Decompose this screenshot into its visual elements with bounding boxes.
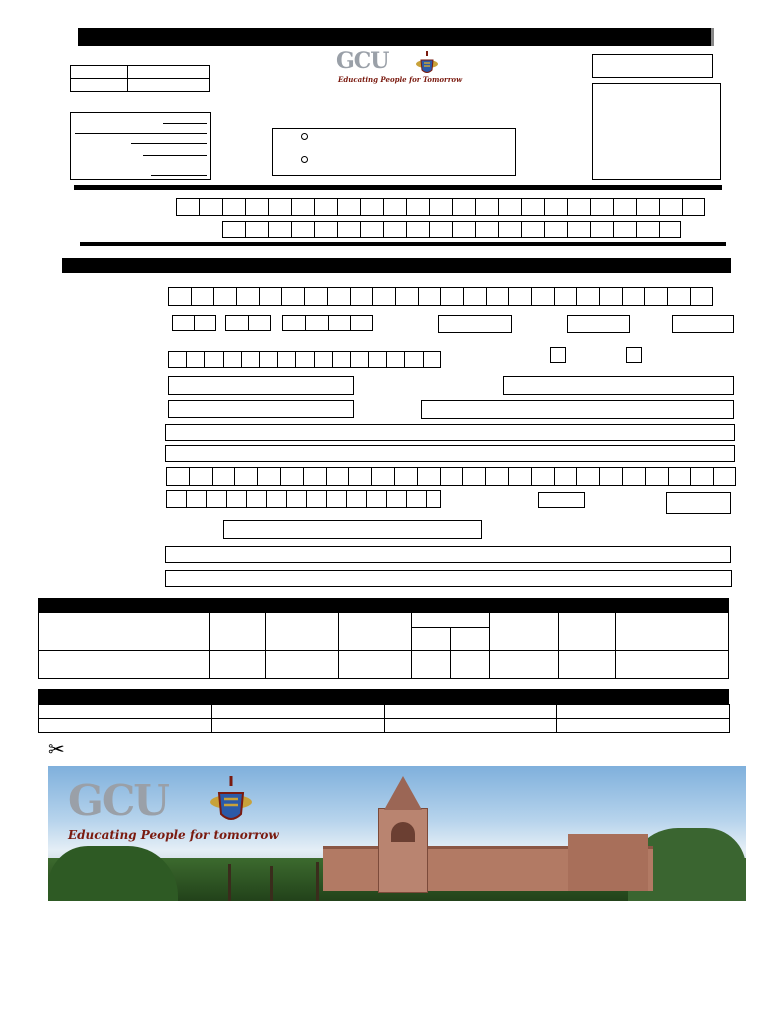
field-email[interactable] — [223, 520, 482, 539]
field-address-1[interactable] — [165, 424, 735, 441]
table-row — [39, 651, 729, 679]
scissors-icon: ✂ — [48, 737, 65, 761]
academic-header-cell — [559, 613, 616, 651]
blood-group-field[interactable] — [672, 315, 734, 333]
header-logo — [334, 48, 463, 88]
academic-record-table — [38, 612, 729, 679]
academic-header-cell — [210, 613, 266, 651]
tower-window — [391, 822, 415, 842]
age-field[interactable] — [438, 315, 512, 333]
field-religion[interactable] — [168, 400, 354, 418]
academic-header-cell — [412, 613, 490, 628]
academic-value-cell[interactable] — [559, 651, 616, 679]
dob-year-cells[interactable] — [282, 315, 373, 331]
name-cells[interactable] — [168, 287, 713, 306]
crest-icon — [208, 774, 254, 826]
option-1-radio[interactable] — [301, 133, 308, 140]
header-logo-text: GCU — [336, 48, 389, 74]
divider-rule-2 — [80, 242, 726, 246]
gender-field[interactable] — [567, 315, 630, 333]
crest-icon — [414, 50, 440, 76]
field-guardian-address-2[interactable] — [165, 570, 732, 587]
section-bar-office — [38, 689, 729, 704]
palm-tree — [270, 866, 273, 901]
field-father-occupation[interactable] — [503, 376, 734, 395]
academic-value-cell[interactable] — [210, 651, 266, 679]
office-use-line-1 — [163, 123, 207, 124]
tower-spire — [384, 776, 422, 810]
form-number-label-cell — [71, 66, 128, 79]
form-number-table — [70, 65, 210, 92]
palm-tree — [316, 862, 319, 901]
academic-header-cell — [339, 613, 412, 651]
cell-row-1[interactable] — [176, 198, 705, 216]
academic-value-cell[interactable] — [39, 651, 210, 679]
clock-tower — [378, 808, 428, 893]
field-guardian-address-1[interactable] — [165, 546, 731, 563]
cnic-cells[interactable] — [168, 351, 441, 368]
office-use-cell — [384, 705, 557, 719]
banner-tagline: Educating People for tomorrow — [68, 828, 279, 842]
office-use-value-cell[interactable] — [39, 719, 212, 733]
banner-logo-text: GCU — [68, 776, 168, 825]
photo-box[interactable] — [592, 83, 721, 180]
office-use-line-3 — [131, 143, 207, 144]
academic-value-cell[interactable] — [339, 651, 412, 679]
academic-header-cell — [451, 628, 490, 651]
academic-header-cell — [266, 613, 339, 651]
office-use-line-4 — [143, 155, 207, 156]
divider-rule-1 — [74, 185, 722, 190]
office-use-box — [70, 112, 211, 180]
cell-row-2[interactable] — [222, 221, 681, 238]
phone-cells[interactable] — [166, 467, 736, 486]
palm-tree — [228, 864, 231, 901]
option-2-radio[interactable] — [301, 156, 308, 163]
office-use-value-cell[interactable] — [211, 719, 384, 733]
checkbox-1[interactable] — [550, 347, 566, 363]
field-domicile[interactable] — [538, 492, 585, 508]
academic-header-cell — [39, 613, 210, 651]
header-tagline: Educating People for Tomorrow — [338, 75, 463, 84]
dob-day-cells[interactable] — [172, 315, 216, 331]
options-box — [272, 128, 516, 176]
academic-header-cell — [412, 628, 451, 651]
title-bar — [78, 28, 714, 46]
office-use-line-5 — [151, 175, 207, 176]
academic-header-cell — [616, 613, 729, 651]
field-father-name[interactable] — [168, 376, 354, 395]
date-value-cell[interactable] — [128, 79, 210, 92]
office-use-cell — [557, 705, 730, 719]
office-use-value-cell[interactable] — [557, 719, 730, 733]
date-label-cell — [71, 79, 128, 92]
checkbox-2[interactable] — [626, 347, 642, 363]
section-bar-academic — [38, 598, 729, 612]
office-use-value-cell[interactable] — [384, 719, 557, 733]
academic-header-cell — [490, 613, 559, 651]
academic-value-cell[interactable] — [412, 651, 451, 679]
table-row — [39, 719, 730, 733]
section-bar-personal — [62, 258, 731, 273]
office-use-line-2 — [75, 133, 207, 134]
academic-value-cell[interactable] — [451, 651, 490, 679]
office-use-table — [38, 704, 730, 733]
roll-number-box[interactable] — [592, 54, 713, 78]
office-use-cell — [211, 705, 384, 719]
office-use-cell — [39, 705, 212, 719]
academic-value-cell[interactable] — [490, 651, 559, 679]
field-hafiz[interactable] — [666, 492, 731, 514]
academic-value-cell[interactable] — [266, 651, 339, 679]
building-wing — [568, 834, 648, 891]
field-nationality[interactable] — [421, 400, 734, 419]
campus-banner — [48, 766, 746, 901]
field-address-2[interactable] — [165, 445, 735, 462]
dob-month-cells[interactable] — [225, 315, 271, 331]
mobile-cells[interactable] — [166, 490, 441, 508]
academic-value-cell[interactable] — [616, 651, 729, 679]
form-number-value-cell[interactable] — [128, 66, 210, 79]
tree-cluster — [48, 846, 178, 901]
